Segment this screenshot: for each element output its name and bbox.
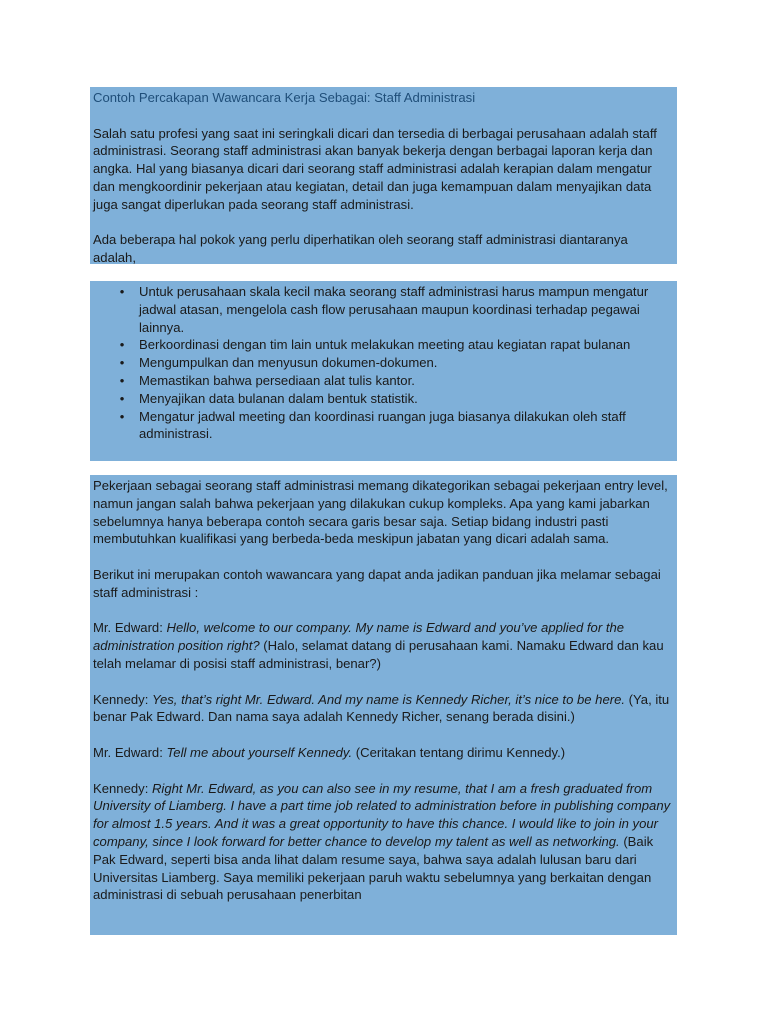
dialogue-line [93,691,674,727]
translation-line: (Ceritakan tentang dirimu Kennedy.) [352,744,566,760]
list-item-text: Menyajikan data bulanan dalam bentuk statistik. [139,390,418,406]
list-item-text: Mengumpulkan dan menyusun dokumen-dokumen. [139,355,438,371]
list-item [93,408,674,444]
speaker-name: Mr. Edward: [93,744,167,760]
translation-line: (Halo, selamat datang di perusahaan kami. Namaku Edward dan kau telah melamar di posisi staff administrasi, benar?) [93,638,664,671]
list-item [93,283,674,336]
bullet-icon: • [119,284,125,299]
document-title: Contoh Percakapan Wawancara Kerja Sebagai: Staff Administrasi [93,90,476,105]
list-item-text: Memastikan bahwa persediaan alat tulis kantor. [139,372,415,388]
duties-section [90,281,677,461]
english-line: Hello, welcome to our company. My name is Edward and you’ve applied for the administration position right? [93,620,625,654]
intro-paragraph: Salah satu profesi yang saat ini seringkali dicari dan tersedia di berbagai perusahaan adalah staff administrasi. Seorang staff administrasi akan banyak bekerja dengan berbagai laporan kerja dan angka. Hal yang biasanya dicari dari seorang staff administrasi adalah kerapian dalam mengatur dan mengkoordinir pekerjaan atau kegiatan, detail dan juga kemampuan dalam menyajikan data juga sangat diperlukan pada seorang staff administrasi. [93,125,657,212]
translation-line: (Ya, itu benar Pak Edward. Dan nama saya adalah Kennedy Richer, senang berada disini.) [93,691,670,725]
bullet-icon: • [119,390,125,406]
dialogue-line [93,619,674,672]
bullet-icon: • [119,372,125,388]
dialogue-line [93,780,674,905]
list-item [93,354,674,372]
speaker-name: Kennedy: [93,780,152,796]
english-line: Right Mr. Edward, as you can also see in my resume, that I am a fresh graduated from University of Liamberg. I have a part time job related to administration before in publishing company for almost 1.5 years. And it was a great opportunity to have this chance. I would like to join in your company, since I look forward for better chance to develop my talent as well as networking. [93,780,671,849]
dialogue-line [93,744,674,762]
list-item-text: Berkoordinasi dengan tim lain untuk melakukan meeting atau kegiatan rapat bulanan [139,337,631,353]
english-line: Yes, that’s right Mr. Edward. And my name is Kennedy Richer, it’s nice to be here. [151,691,626,707]
translation-line: (Baik Pak Edward, seperti bisa anda lihat dalam resume saya, bahwa saya adalah lulusan baru dari Universitas Liamberg. Saya memiliki pekerjaan paruh waktu sebelumnya yang berkaitan dengan administrasi di sebuah perusahaan penerbitan [93,833,654,903]
context-paragraph: Pekerjaan sebagai seorang staff administrasi memang dikategorikan sebagai pekerjaan entry level, namun jangan salah bahwa pekerjaan yang dilakukan cukup kompleks. Apa yang kami jabarkan sebelumnya hanya beberapa contoh secara garis besar saja. Setiap bidang industri pasti membutuhkan kualifikasi yang berbeda-beda meskipun jabatan yang dicari adalah sama. [93,478,668,547]
interview-lead-paragraph: Berikut ini merupakan contoh wawancara yang dapat anda jadikan panduan jika melamar sebagai staff administrasi : [93,566,661,600]
speaker-name: Kennedy: [93,691,152,707]
intro-section [90,87,677,264]
list-item-text: Mengatur jadwal meeting dan koordinasi ruangan juga biasanya dilakukan oleh staff administrasi. [139,408,626,442]
bullet-icon: • [119,337,125,353]
bullet-icon: • [119,355,125,371]
list-item [93,390,674,408]
list-item-text: Untuk perusahaan skala kecil maka seorang staff administrasi harus mampun mengatur jadwal atasan, mengelola cash flow perusahaan maupun koordinasi terhadap pegawai lainnya. [139,284,649,335]
list-item [93,372,674,390]
interview-section [90,475,677,935]
list-item [93,336,674,354]
lead-paragraph: Ada beberapa hal pokok yang perlu diperhatikan oleh seorang staff administrasi diantaranya adalah, [93,232,628,266]
duties-list [93,283,674,443]
bullet-icon: • [119,408,125,424]
english-line: Tell me about yourself Kennedy. [166,744,353,760]
speaker-name: Mr. Edward: [93,620,167,636]
